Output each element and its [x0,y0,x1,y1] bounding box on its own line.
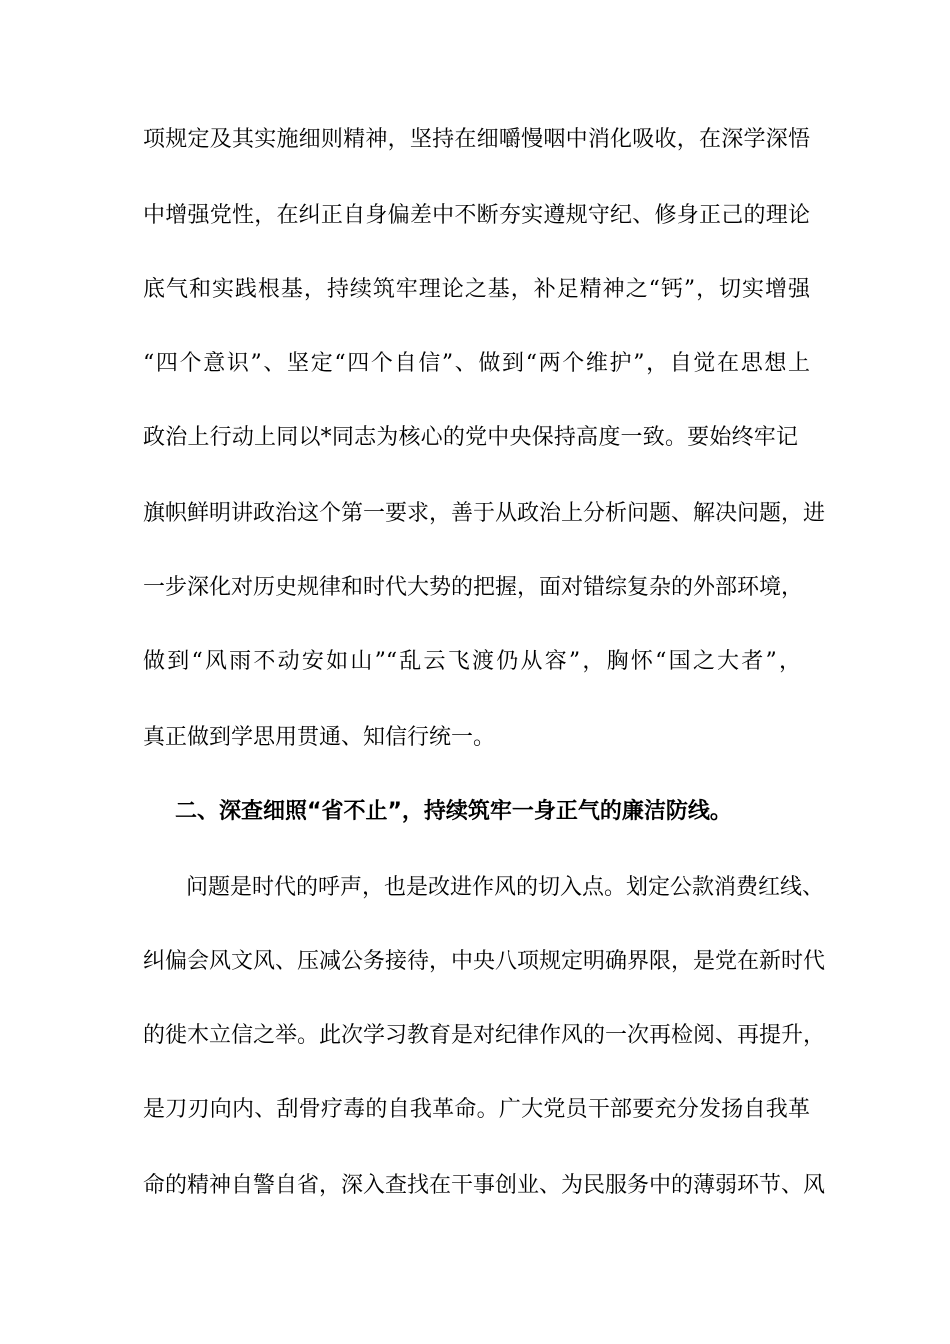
body-text-line: 真正做到学思用贯通、知信行统一。 [143,725,496,750]
body-text-line: 命的精神自警自省，深入查找在干事创业、为民服务中的薄弱环节、风 [143,1173,826,1198]
body-text-line: 一步深化对历史规律和时代大势的把握，面对错综复杂的外部环境， [143,575,804,600]
body-text-line: 是刀刃向内、刮骨疗毒的自我革命。广大党员干部要充分发扬自我革 [143,1097,810,1122]
body-text-line: 做到“风雨不动安如山”“乱云飞渡仍从容”，胸怀“国之大者”， [143,649,801,674]
body-text-line: 问题是时代的呼声，也是改进作风的切入点。划定公款消费红线、 [186,875,825,900]
body-text-line: 旗帜鲜明讲政治这个第一要求，善于从政治上分析问题、解决问题，进 [143,501,826,526]
body-text-line: 政治上行动上同以*同志为核心的党中央保持高度一致。要始终牢记 [143,425,798,450]
body-text-line: 项规定及其实施细则精神，坚持在细嚼慢咽中消化吸收，在深学深悟 [143,127,810,152]
body-text-line: “四个意识”、坚定“四个自信”、做到“两个维护”，自觉在思想上 [143,351,810,376]
body-text-line: 底气和实践根基，持续筑牢理论之基，补足精神之“钙”，切实增强 [143,277,810,302]
section-heading: 二、深查细照“省不止”，持续筑牢一身正气的廉洁防线。 [175,799,732,824]
body-text-line: 的徙木立信之举。此次学习教育是对纪律作风的一次再检阅、再提升， [143,1023,826,1048]
body-text-line: 中增强党性，在纠正自身偏差中不断夯实遵规守纪、修身正己的理论 [143,203,810,228]
body-text-line: 纠偏会风文风、压减公务接待，中央八项规定明确界限，是党在新时代 [143,949,826,974]
